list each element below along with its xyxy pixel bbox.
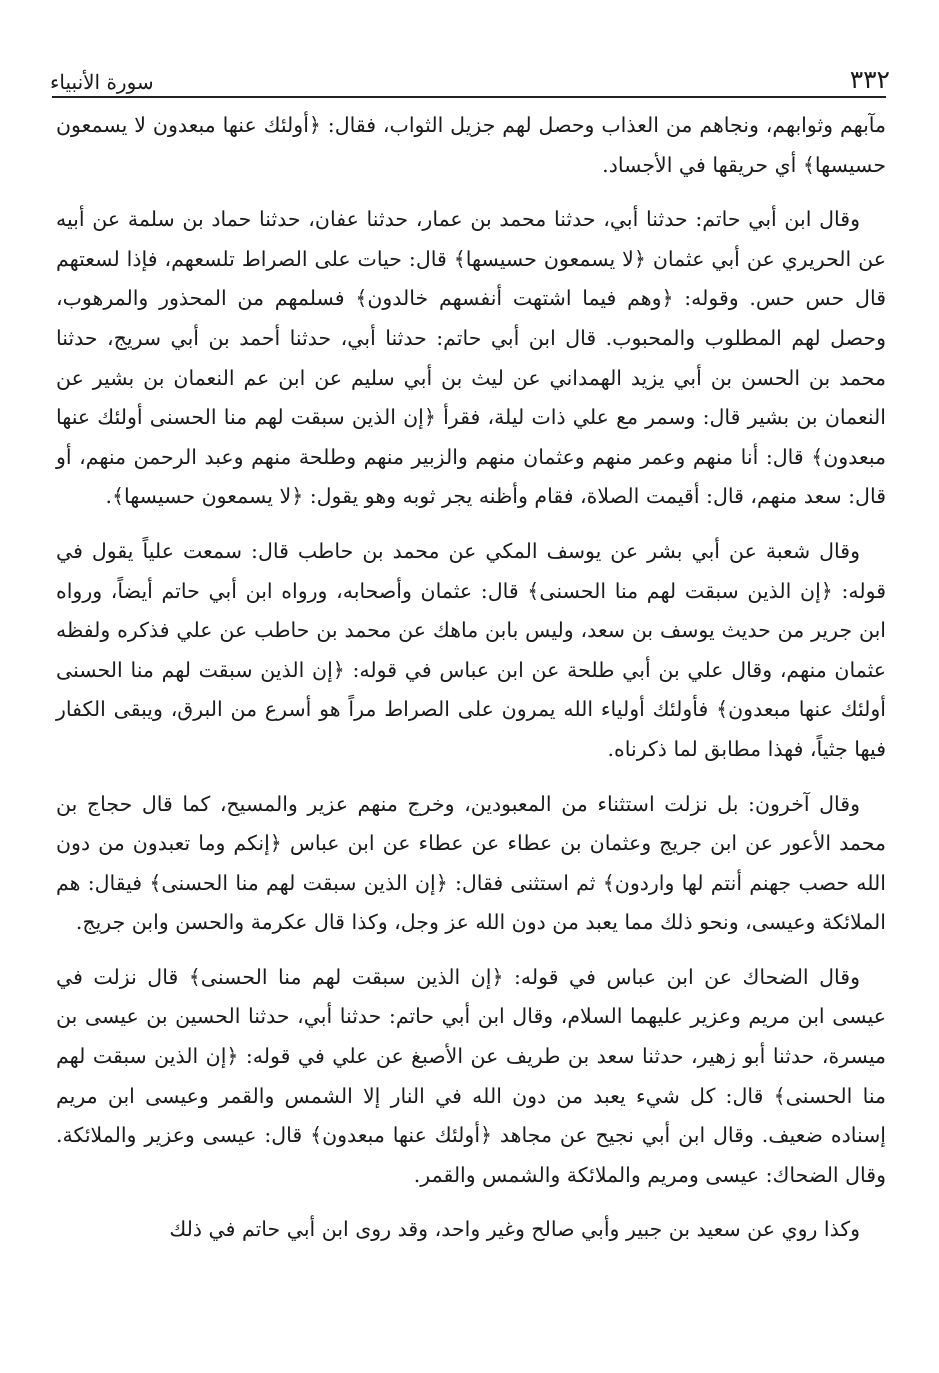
page-header	[50, 58, 890, 94]
paragraph-2: وقال ابن أبي حاتم: حدثنا أبي، حدثنا محمد بن عمار، حدثنا عفان، حدثنا حماد بن سلمة عن أبيه عن الحريري عن أبي عثمان ﴿لا يسمعون حسيسها﴾ قال: حيات على الصراط تلسعهم، فإذا لسعتهم قال حس حس. وقوله: ﴿وهم فيما اشتهت أنفسهم خالدون﴾ فسلمهم من المحذور والمرهوب، وحصل لهم المطلوب والمحبوب. قال ابن أبي حاتم: حدثنا أبي، حدثنا أحمد بن أبي سريج، حدثنا محمد بن الحسن بن أبي يزيد الهمداني عن ليث بن أبي سليم عن ابن عم النعمان بن بشير عن النعمان بن بشير قال: وسمر مع علي ذات ليلة، فقرأ ﴿إن الذين سبقت لهم منا الحسنى أولئك عنها مبعدون﴾ قال: أنا منهم وعمر منهم وعثمان منهم والزبير منهم وطلحة منهم وعبد الرحمن منهم، أو قال: سعد منهم، قال: أقيمت الصلاة، فقام وأظنه يجر ثوبه وهو يقول: ﴿لا يسمعون حسيسها﴾.	[56, 207, 886, 509]
paragraph-6: وكذا روي عن سعيد بن جبير وأبي صالح وغير واحد، وقد روى ابن أبي حاتم في ذلك	[169, 1217, 860, 1242]
paragraph-4: وقال آخرون: بل نزلت استثناء من المعبودين، وخرج منهم عزير والمسيح، كما قال حجاج بن محمد الأعور عن ابن جريج وعثمان بن عطاء عن عطاء عن ابن عباس ﴿إنكم وما تعبدون من دون الله حصب جهنم أنتم لها واردون﴾ ثم استثنى فقال: ﴿إن الذين سبقت لهم منا الحسنى﴾ فيقال: هم الملائكة وعيسى، ونحو ذلك مما يعبد من دون الله عز وجل، وكذا قال عكرمة والحسن وابن جريج.	[56, 791, 886, 935]
paragraph-3: وقال شعبة عن أبي بشر عن يوسف المكي عن محمد بن حاطب قال: سمعت علياً يقول في قوله: ﴿إن الذين سبقت لهم منا الحسنى﴾ قال: عثمان وأصحابه، ورواه ابن أبي حاتم أيضاً، ورواه ابن جرير من حديث يوسف بن سعد، وليس بابن ماهك عن محمد بن حاطب عن علي فذكره ولفظه عثمان منهم، وقال علي بن أبي طلحة عن ابن عباس في قوله: ﴿إن الذين سبقت لهم منا الحسنى أولئك عنها مبعدون﴾ فأولئك أولياء الله يمرون على الصراط مراً هو أسرع من البرق، ويبقى الكفار فيها جثياً، فهذا مطابق لما ذكرناه.	[56, 538, 886, 761]
page-body	[56, 106, 886, 1265]
paragraph-5: وقال الضحاك عن ابن عباس في قوله: ﴿إن الذين سبقت لهم منا الحسنى﴾ قال نزلت في عيسى ابن مريم وعزير عليهما السلام، وقال ابن أبي حاتم: حدثنا أبي، حدثنا الحسين بن عيسى بن ميسرة، حدثنا أبو زهير، حدثنا سعد بن طريف عن الأصبغ عن علي في قوله: ﴿إن الذين سبقت لهم منا الحسنى﴾ قال: كل شيء يعبد من دون الله في النار إلا الشمس والقمر وعيسى ابن مريم إسناده ضعيف. وقال ابن أبي نجيح عن مجاهد ﴿أولئك عنها مبعدون﴾ قال: عيسى وعزير والملائكة. وقال الضحاك: عيسى ومريم والملائكة والشمس والقمر.	[56, 964, 886, 1187]
page-number: ٣٣٢	[849, 65, 890, 94]
header-divider	[52, 96, 886, 98]
paragraph-1: مآبهم وثوابهم، ونجاهم من العذاب وحصل لهم جزيل الثواب، فقال: ﴿أولئك عنها مبعدون لا يسمعون حسيسها﴾ أي حريقها في الأجساد.	[56, 113, 886, 177]
surah-title: سورة الأنبياء	[50, 70, 154, 94]
